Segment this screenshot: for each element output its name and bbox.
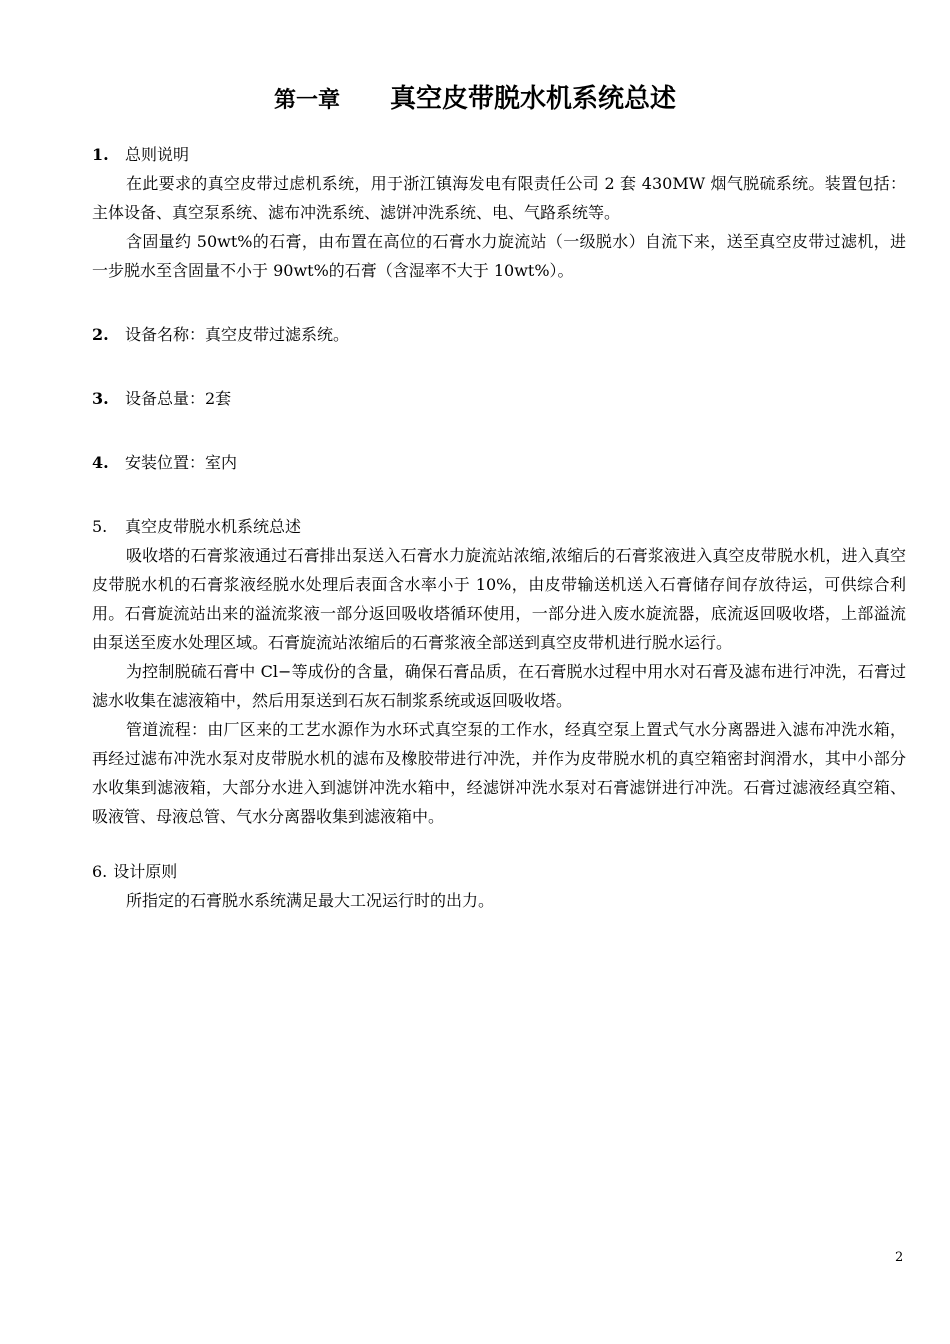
section-2-heading [92,320,906,349]
section-5-paragraph-2: 为控制脱硫石膏中 Cl−等成份的含量，确保石膏品质，在石膏脱水过程中用水对石膏及滤布进行冲洗，石膏过滤水收集在滤液箱中，然后用泵送到石灰石制浆系统或返回吸收塔。 [92,662,906,710]
section-6-paragraph-1: 所指定的石膏脱水系统满足最大工况运行时的出力。 [126,891,495,910]
chapter-heading: 真空皮带脱水机系统总述 [390,84,677,114]
section-4-title: 安装位置：室内 [125,453,238,472]
section-2-number: 2. [92,325,109,344]
page-number: 2 [895,1250,904,1265]
chapter-title [0,78,950,115]
section-3-heading [92,384,906,413]
section-4-heading [92,448,906,477]
spacer [92,831,906,857]
section-1-title: 总则说明 [125,145,190,164]
section-5-heading [92,512,906,541]
chapter-number: 第一章 [273,88,340,113]
section-2-title: 设备名称：真空皮带过滤系统。 [125,325,350,344]
section-6-heading [92,857,906,886]
section-3-number: 3. [92,389,109,408]
section-1-paragraph-1: 在此要求的真空皮带过虑机系统，用于浙江镇海发电有限责任公司 2 套 430MW 烟气脱硫系统。装置包括：主体设备、真空泵系统、滤布冲洗系统、滤饼冲洗系统、电、气路系统等。 [92,174,906,222]
section-5-paragraph-1: 吸收塔的石膏浆液通过石膏排出泵送入石膏水力旋流站浓缩,浓缩后的石膏浆液进入真空皮带脱水机，进入真空皮带脱水机的石膏浆液经脱水处理后表面含水率小于 10%，由皮带输送机送入石膏储存间存放待运，可供综合利用。石膏旋流站出来的溢流浆液一部分返回吸收塔循环使用，一部分进入废水旋流器，底流返回吸收塔，上部溢流由泵送至废水处理区域。石膏旋流站浓缩后的石膏浆液全部送到真空皮带机进行脱水运行。 [92,546,906,652]
section-5-number: 5. [92,517,108,536]
section-5-title: 真空皮带脱水机系统总述 [125,517,302,536]
section-6-title: 设计原则 [113,862,178,881]
section-4-number: 4. [92,453,109,472]
spacer [92,413,906,448]
section-5-paragraph-3: 管道流程：由厂区来的工艺水源作为水环式真空泵的工作水，经真空泵上置式气水分离器进入滤布冲洗水箱，再经过滤布冲洗水泵对皮带脱水机的滤布及橡胶带进行冲洗，并作为皮带脱水机的真空箱密封润滑水，其中小部分水收集到滤液箱，大部分水进入到滤饼冲洗水箱中，经滤饼冲洗水泵对石膏滤饼进行冲洗。石膏过滤液经真空箱、吸液管、母液总管、气水分离器收集到滤液箱中。 [92,720,906,826]
section-1-heading [92,140,906,169]
spacer [92,285,906,320]
spacer [92,349,906,384]
section-6-number: 6. [92,862,108,881]
spacer [92,477,906,512]
section-3-title: 设备总量：2套 [125,389,232,408]
document-body [92,140,906,915]
section-1-paragraph-2: 含固量约 50wt%的石膏，由布置在高位的石膏水力旋流站（一级脱水）自流下来，送至真空皮带过滤机，进一步脱水至含固量不小于 90wt%的石膏（含湿率不大于 10wt%）。 [92,232,906,280]
section-1-number: 1. [92,145,109,164]
